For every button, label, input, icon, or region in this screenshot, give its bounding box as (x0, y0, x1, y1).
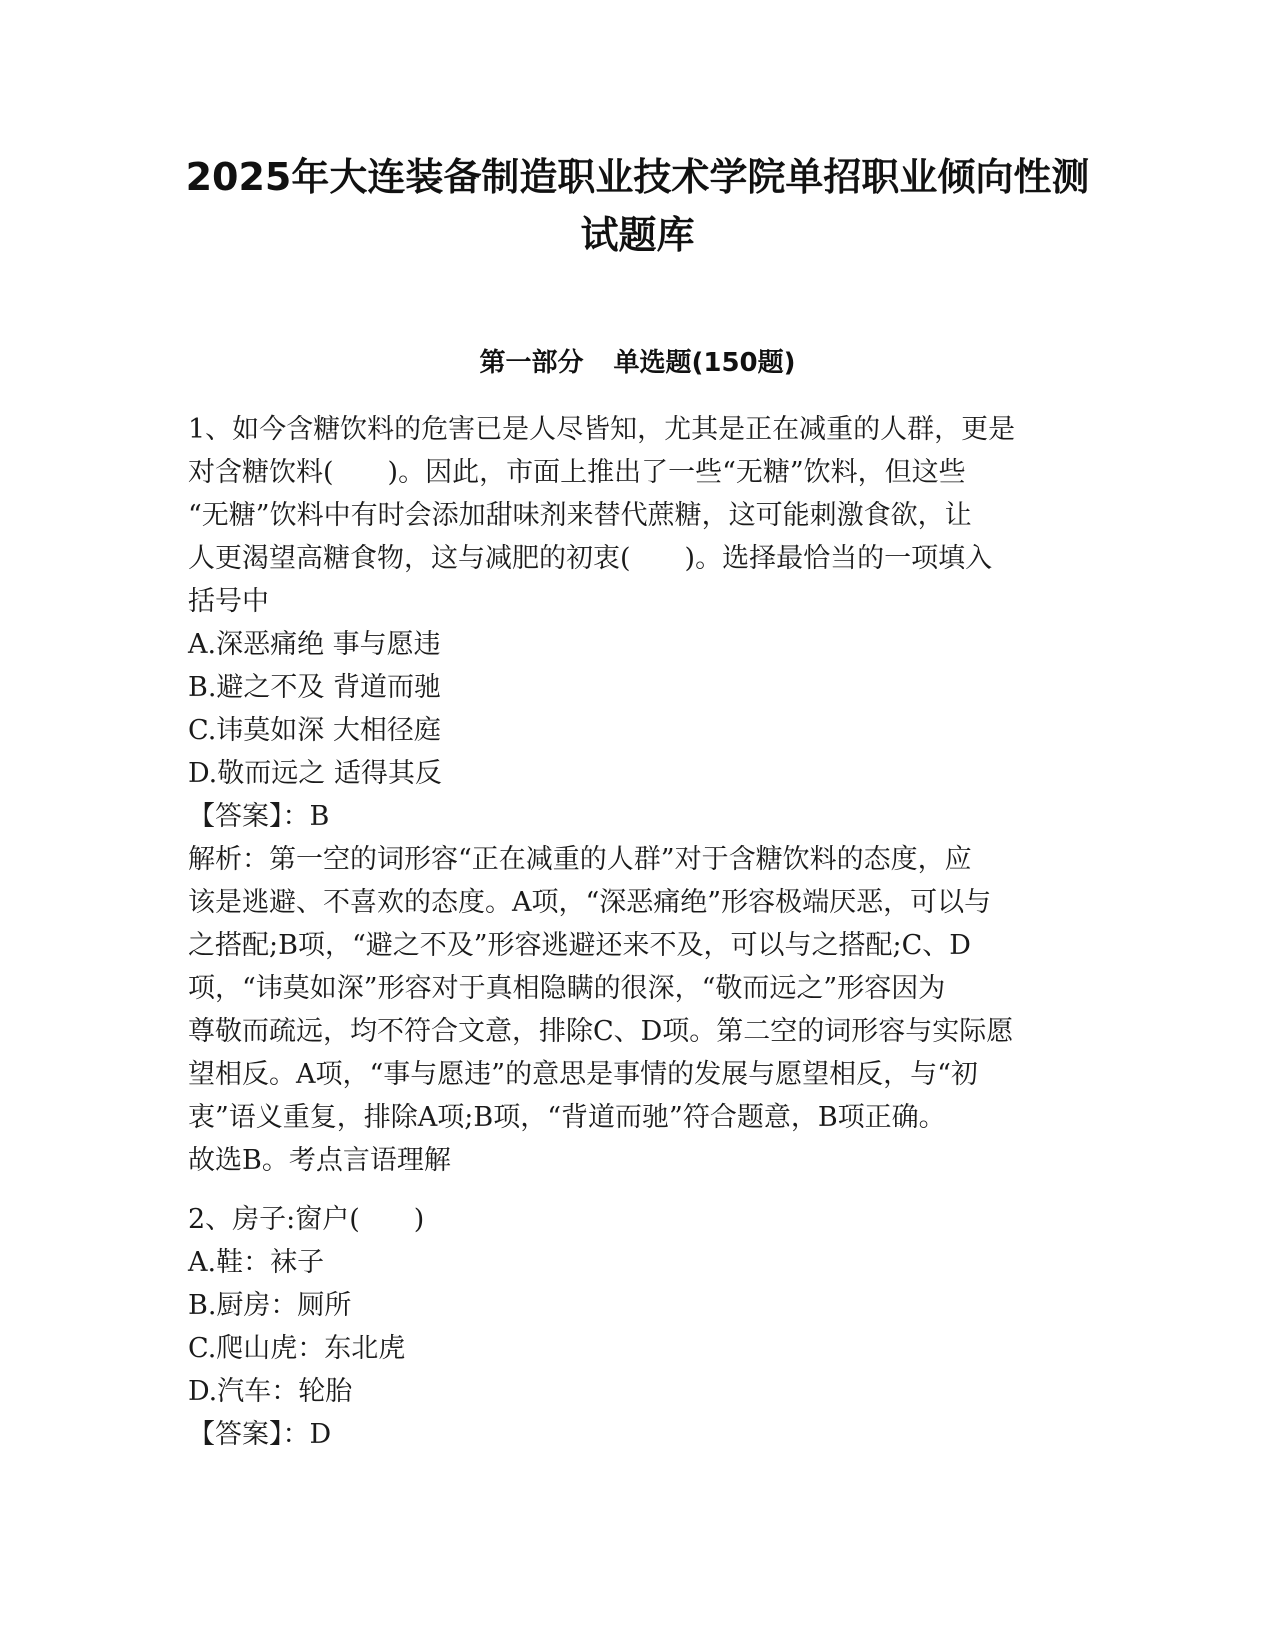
document-title-line-1: 2025年大连装备制造职业技术学院单招职业倾向性测 (185, 155, 1090, 199)
analysis-line: 项，“讳莫如深”形容对于真相隐瞒的很深，“敬而远之”形容因为 (188, 973, 946, 1004)
section-heading (150, 346, 1125, 380)
question-stem-line: 对含糖饮料( )。因此，市面上推出了一些“无糖”饮料，但这些 (188, 457, 966, 488)
option-b: B.避之不及 背道而驰 (188, 672, 442, 703)
question-stem-line: 括号中 (188, 586, 269, 617)
question-stem-line: 1、如今含糖饮料的危害已是人尽皆知，尤其是正在减重的人群，更是 (188, 414, 1016, 445)
option-c: C.讳莫如深 大相径庭 (188, 715, 441, 746)
answer-line: 【答案】：B (188, 801, 330, 832)
analysis-line: 该是逃避、不喜欢的态度。A项，“深恶痛绝”形容极端厌恶，可以与 (188, 887, 992, 918)
document-title (150, 148, 1125, 264)
option-b: B.厨房：厕所 (188, 1290, 352, 1321)
analysis-line: 故选B。考点言语理解 (188, 1145, 451, 1176)
question-stem-line: “无糖”饮料中有时会添加甜味剂来替代蔗糖，这可能刺激食欲，让 (188, 500, 972, 531)
question-stem-line: 人更渴望高糖食物，这与减肥的初衷( )。选择最恰当的一项填入 (188, 543, 993, 574)
option-d: D.汽车：轮胎 (188, 1376, 353, 1407)
question-stem-line: 2、房子:窗户( ) (188, 1204, 425, 1235)
answer-line: 【答案】：D (188, 1419, 332, 1450)
document-title-line-2: 试题库 (580, 213, 695, 257)
option-a: A.鞋：袜子 (188, 1247, 325, 1278)
analysis-line: 衷”语义重复，排除A项;B项，“背道而驰”符合题意，B项正确。 (188, 1102, 946, 1133)
section-part-label: 第一部分 (479, 348, 584, 378)
question-2 (188, 1198, 1088, 1456)
option-a: A.深恶痛绝 事与愿违 (188, 629, 441, 660)
analysis-line: 尊敬而疏远，均不符合文意，排除C、D项。第二空的词形容与实际愿 (188, 1016, 1014, 1047)
option-c: C.爬山虎：东北虎 (188, 1333, 406, 1364)
analysis-line: 之搭配;B项，“避之不及”形容逃避还来不及，可以与之搭配;C、D (188, 930, 971, 961)
option-d: D.敬而远之 适得其反 (188, 758, 442, 789)
analysis-line: 解析：第一空的词形容“正在减重的人群”对于含糖饮料的态度，应 (188, 844, 972, 875)
analysis-line: 望相反。A项，“事与愿违”的意思是事情的发展与愿望相反，与“初 (188, 1059, 978, 1090)
section-name-label: 单选题(150题) (613, 348, 796, 378)
question-1 (188, 408, 1088, 1182)
